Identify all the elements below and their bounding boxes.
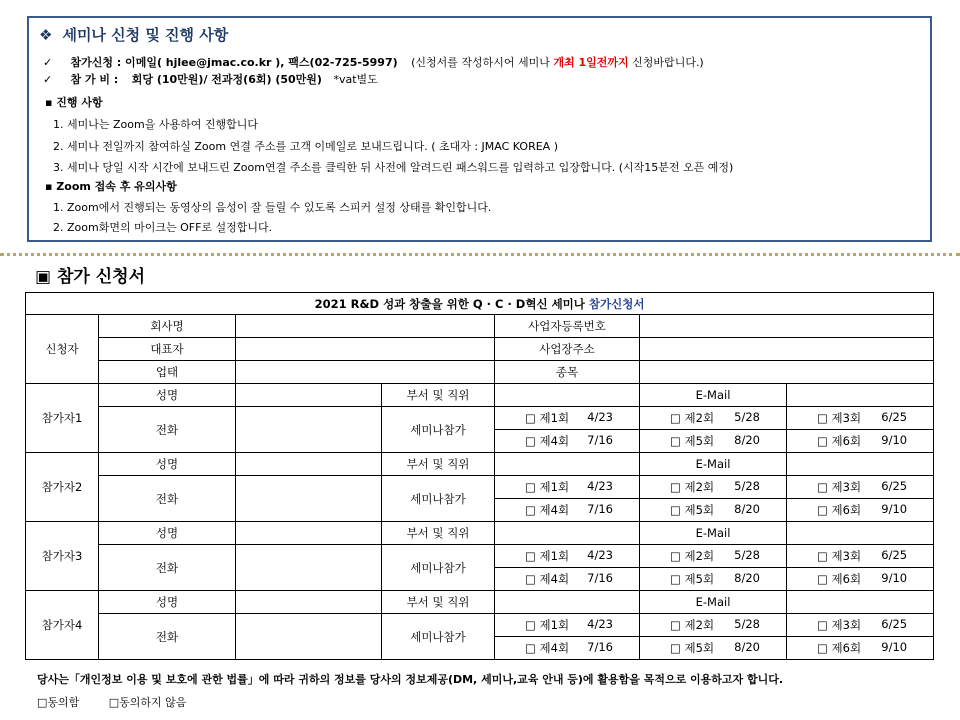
name-label: 성명: [99, 453, 236, 476]
session-checkbox[interactable]: [787, 568, 934, 591]
session-date: 9/10: [881, 571, 908, 585]
session-option: [495, 433, 639, 449]
session-option: [495, 640, 639, 656]
dept-label: 부서 및 직위: [382, 453, 495, 476]
phone-label: 전화: [99, 407, 236, 453]
session-option: [640, 640, 786, 656]
session-checkbox[interactable]: [640, 545, 787, 568]
biztype-field[interactable]: [236, 361, 495, 384]
dept-field[interactable]: [495, 453, 640, 476]
company-label: 회사명: [99, 315, 236, 338]
participant-label: 참가자1: [26, 384, 99, 453]
phone-field[interactable]: [236, 614, 382, 660]
session-label: □ 제1회: [525, 618, 570, 632]
session-date: 5/28: [734, 410, 760, 424]
session-label: □ 제5회: [670, 572, 715, 586]
session-checkbox[interactable]: [495, 614, 640, 637]
session-label: □ 제2회: [670, 618, 715, 632]
name-field[interactable]: [236, 453, 382, 476]
checkmark-icon: ✓: [43, 73, 53, 86]
participant-row: [26, 407, 934, 430]
progress-item: 2. 세미나 전일까지 참여하실 Zoom 연결 주소를 고객 이메일로 보내드립니다. ( 초대자 : JMAC KOREA ): [53, 140, 558, 153]
session-checkbox[interactable]: [495, 568, 640, 591]
session-date: 4/23: [587, 548, 613, 562]
session-label: □ 제3회: [817, 411, 862, 425]
session-date: 8/20: [734, 433, 760, 447]
dept-field[interactable]: [495, 522, 640, 545]
session-date: 7/16: [587, 433, 613, 447]
zoom-item: 2. Zoom화면의 마이크는 OFF로 설정합니다.: [53, 221, 273, 234]
session-date: 4/23: [587, 410, 613, 424]
session-option: [787, 410, 933, 426]
address-label: 사업장주소: [495, 338, 640, 361]
progress-heading: ▪ 진행 사항: [45, 96, 103, 109]
zoom-item: 1. Zoom에서 진행되는 동영상의 음성이 잘 들릴 수 있도록 스피커 설정 상태를 확인합니다.: [53, 201, 492, 214]
session-checkbox[interactable]: [495, 637, 640, 660]
email-field[interactable]: [787, 384, 934, 407]
session-date: 9/10: [881, 640, 908, 654]
session-date: 5/28: [734, 548, 760, 562]
session-checkbox[interactable]: [640, 499, 787, 522]
seminar-info-box: [27, 16, 932, 242]
dept-label: 부서 및 직위: [382, 522, 495, 545]
session-checkbox[interactable]: [640, 637, 787, 660]
session-option: [640, 548, 786, 564]
info-title: ❖ 세미나 신청 및 진행 사항: [39, 26, 229, 44]
session-option: [787, 479, 933, 495]
attend-label: 세미나참가: [382, 614, 495, 660]
session-label: □ 제1회: [525, 480, 570, 494]
session-label: □ 제5회: [670, 434, 715, 448]
participant-row: [26, 591, 934, 614]
participant-label: 참가자4: [26, 591, 99, 660]
phone-label: 전화: [99, 545, 236, 591]
session-label: □ 제5회: [670, 641, 715, 655]
session-date: 8/20: [734, 571, 760, 585]
phone-label: 전화: [99, 476, 236, 522]
session-checkbox[interactable]: [640, 476, 787, 499]
fee-line: ✓ 참 가 비 : 회당 (10만원)/ 전과정(6회) (50만원) *vat별도: [43, 73, 378, 86]
session-option: [495, 479, 639, 495]
session-date: 5/28: [734, 617, 760, 631]
name-field[interactable]: [236, 522, 382, 545]
session-date: 4/23: [587, 479, 613, 493]
attend-label: 세미나참가: [382, 407, 495, 453]
participant-row: [26, 522, 934, 545]
session-date: 6/25: [881, 617, 908, 631]
company-field[interactable]: [236, 315, 495, 338]
session-option: [787, 548, 933, 564]
session-label: □ 제4회: [525, 503, 570, 517]
ceo-label: 대표자: [99, 338, 236, 361]
session-option: [495, 617, 639, 633]
session-date: 9/10: [881, 433, 908, 447]
session-date: 7/16: [587, 571, 613, 585]
session-checkbox[interactable]: [787, 545, 934, 568]
address-field[interactable]: [640, 338, 934, 361]
session-label: □ 제5회: [670, 503, 715, 517]
name-label: 성명: [99, 384, 236, 407]
dotted-divider: [0, 253, 960, 256]
session-label: □ 제4회: [525, 572, 570, 586]
session-checkbox[interactable]: [787, 614, 934, 637]
form-caption: 2021 R&D 성과 창출을 위한 Q · C · D혁신 세미나 참가신청서: [26, 293, 934, 315]
session-checkbox[interactable]: [640, 430, 787, 453]
session-label: □ 제4회: [525, 434, 570, 448]
participant-row: [26, 476, 934, 499]
session-date: 5/28: [734, 479, 760, 493]
session-date: 6/25: [881, 548, 908, 562]
session-date: 9/10: [881, 502, 908, 516]
phone-label: 전화: [99, 614, 236, 660]
session-date: 6/25: [881, 479, 908, 493]
session-checkbox[interactable]: [787, 499, 934, 522]
session-label: □ 제2회: [670, 480, 715, 494]
participant-row: [26, 614, 934, 637]
session-label: □ 제4회: [525, 641, 570, 655]
session-checkbox[interactable]: [495, 499, 640, 522]
attend-label: 세미나참가: [382, 476, 495, 522]
agree-checkbox[interactable]: □동의함: [37, 696, 80, 709]
privacy-notice: 당사는「개인정보 이용 및 보호에 관한 법률」에 따라 귀하의 정보를 당사의 정보제공(DM, 세미나,교육 안내 등)에 활용함을 목적으로 이용하고자 합니다.: [37, 673, 784, 686]
bizno-label: 사업자등록번호: [495, 315, 640, 338]
session-option: [787, 502, 933, 518]
session-option: [495, 502, 639, 518]
session-label: □ 제1회: [525, 549, 570, 563]
name-field[interactable]: [236, 591, 382, 614]
session-date: 8/20: [734, 640, 760, 654]
session-option: [495, 410, 639, 426]
session-option: [787, 433, 933, 449]
phone-field[interactable]: [236, 407, 382, 453]
phone-field[interactable]: [236, 545, 382, 591]
applicant-label: 신청자: [26, 315, 99, 384]
session-label: □ 제3회: [817, 480, 862, 494]
session-date: 6/25: [881, 410, 908, 424]
session-option: [495, 571, 639, 587]
participant-label: 참가자2: [26, 453, 99, 522]
session-label: □ 제6회: [817, 503, 862, 517]
name-field[interactable]: [236, 384, 382, 407]
session-checkbox[interactable]: [787, 476, 934, 499]
form-heading: ▣ 참가 신청서: [35, 267, 146, 287]
disagree-checkbox[interactable]: □동의하지 않음: [108, 696, 187, 709]
email-field[interactable]: [787, 453, 934, 476]
dept-field[interactable]: [495, 591, 640, 614]
category-field[interactable]: [640, 361, 934, 384]
session-option: [640, 433, 786, 449]
name-label: 성명: [99, 591, 236, 614]
dept-label: 부서 및 직위: [382, 384, 495, 407]
square-bullet-icon: ▪: [45, 180, 57, 193]
email-label: E-Mail: [640, 522, 787, 545]
diamond-bullet-icon: ❖: [39, 26, 53, 44]
email-field[interactable]: [787, 591, 934, 614]
email-label: E-Mail: [640, 453, 787, 476]
zoom-heading: ▪ Zoom 접속 후 유의사항: [45, 180, 177, 193]
session-label: □ 제6회: [817, 641, 862, 655]
session-checkbox[interactable]: [495, 407, 640, 430]
session-option: [640, 617, 786, 633]
email-label: E-Mail: [640, 384, 787, 407]
progress-item: 1. 세미나는 Zoom을 사용하여 진행합니다: [53, 118, 258, 131]
session-date: 4/23: [587, 617, 613, 631]
session-date: 7/16: [587, 502, 613, 516]
participant-row: [26, 545, 934, 568]
session-checkbox[interactable]: [495, 430, 640, 453]
session-checkbox[interactable]: [495, 476, 640, 499]
email-label: E-Mail: [640, 591, 787, 614]
square-bullet-icon: ▪: [45, 96, 57, 109]
checkmark-icon: ✓: [43, 56, 53, 69]
name-label: 성명: [99, 522, 236, 545]
session-label: □ 제1회: [525, 411, 570, 425]
participant-label: 참가자3: [26, 522, 99, 591]
session-option: [787, 571, 933, 587]
session-date: 7/16: [587, 640, 613, 654]
session-option: [640, 571, 786, 587]
participant-row: [26, 384, 934, 407]
session-label: □ 제3회: [817, 549, 862, 563]
phone-field[interactable]: [236, 476, 382, 522]
dept-field[interactable]: [495, 384, 640, 407]
session-checkbox[interactable]: [640, 407, 787, 430]
dept-label: 부서 및 직위: [382, 591, 495, 614]
session-option: [640, 502, 786, 518]
session-option: [495, 548, 639, 564]
category-label: 종목: [495, 361, 640, 384]
session-label: □ 제6회: [817, 572, 862, 586]
application-form-table: [25, 292, 934, 660]
bizno-field[interactable]: [640, 315, 934, 338]
biztype-label: 업태: [99, 361, 236, 384]
session-checkbox[interactable]: [787, 407, 934, 430]
session-checkbox[interactable]: [787, 637, 934, 660]
session-option: [640, 410, 786, 426]
session-date: 8/20: [734, 502, 760, 516]
session-checkbox[interactable]: [495, 545, 640, 568]
progress-item: 3. 세미나 당일 시작 시간에 보내드린 Zoom연결 주소를 클릭한 뒤 사전에 알려드린 패스워드를 입력하고 입장합니다. (시작15분전 오픈 예정): [53, 161, 734, 174]
session-option: [787, 640, 933, 656]
session-label: □ 제6회: [817, 434, 862, 448]
attend-label: 세미나참가: [382, 545, 495, 591]
email-field[interactable]: [787, 522, 934, 545]
session-checkbox[interactable]: [640, 614, 787, 637]
consent-row: [37, 694, 212, 710]
participant-row: [26, 453, 934, 476]
session-checkbox[interactable]: [640, 568, 787, 591]
session-option: [640, 479, 786, 495]
session-checkbox[interactable]: [787, 430, 934, 453]
session-label: □ 제3회: [817, 618, 862, 632]
session-label: □ 제2회: [670, 411, 715, 425]
session-label: □ 제2회: [670, 549, 715, 563]
apply-line: ✓ 참가신청 : 이메일( hjlee@jmac.co.kr ), 팩스(02-725-5997) (신청서를 작성하시어 세미나 개최 1일전까지 신청바랍니다.): [43, 56, 704, 69]
ceo-field[interactable]: [236, 338, 495, 361]
session-option: [787, 617, 933, 633]
